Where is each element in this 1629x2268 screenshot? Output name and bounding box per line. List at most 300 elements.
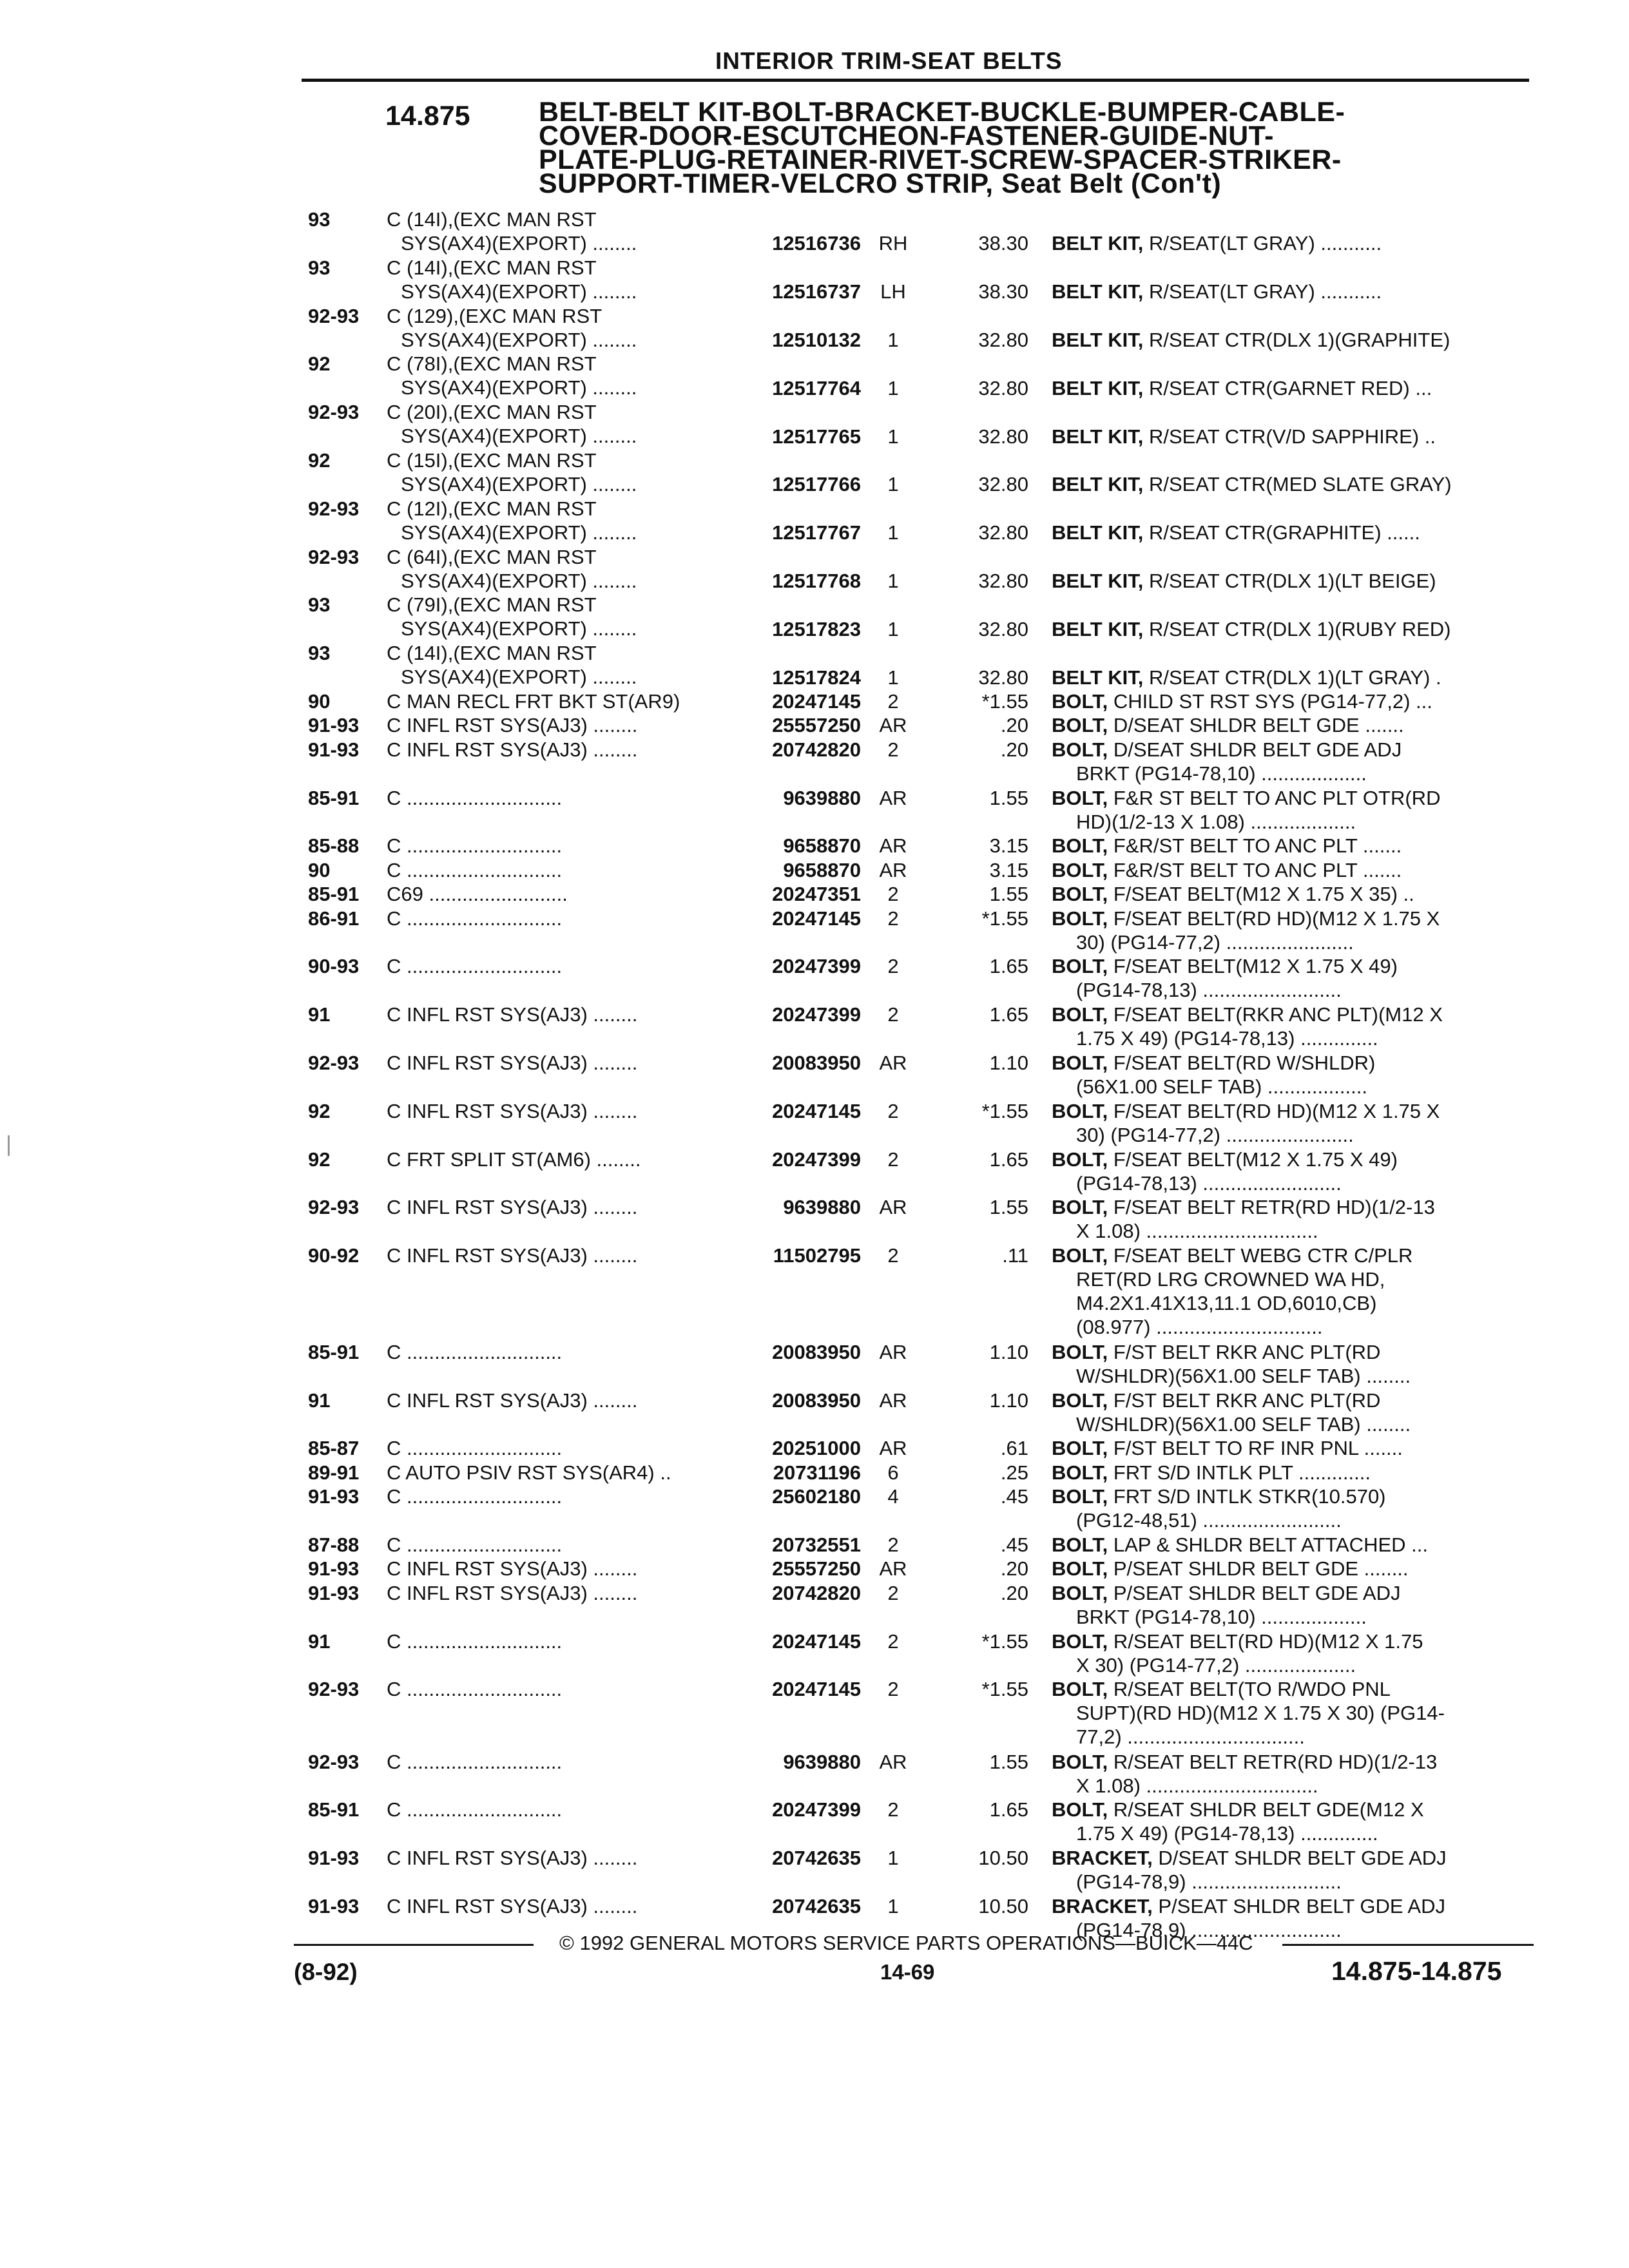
quantity: 1 — [887, 376, 899, 399]
part-number: 20083950 — [772, 1340, 861, 1363]
usage-line: C (129),(EXC MAN RST — [387, 304, 602, 327]
table-row — [0, 1436, 1629, 1460]
section-title-line: BELT-BELT KIT-BOLT-BRACKET-BUCKLE-BUMPER-CABLE- — [539, 97, 1345, 128]
part-name — [1052, 1195, 1528, 1243]
usage-line: C ............................ — [387, 858, 563, 881]
part-category: BOLT, — [1052, 1052, 1108, 1074]
part-name — [1052, 472, 1528, 496]
table-row — [0, 954, 1629, 1003]
usage-description — [387, 641, 728, 689]
part-detail: R/SEAT CTR(DLX 1)(RUBY RED) — [1143, 617, 1451, 640]
part-detail: R/SEAT CTR(GARNET RED) ... — [1143, 376, 1432, 399]
quantity: AR — [879, 1437, 907, 1460]
table-row — [0, 400, 1629, 448]
part-detail: F&R/ST BELT TO ANC PLT ....... — [1108, 834, 1402, 858]
table-row — [0, 882, 1629, 906]
model-year: 93 — [308, 208, 331, 231]
part-number: 12517823 — [772, 617, 861, 640]
price: .61 — [1000, 1437, 1028, 1460]
price: .20 — [1000, 1581, 1028, 1604]
usage-line: SYS(AX4)(EXPORT) ........ — [401, 521, 637, 544]
table-row — [0, 1340, 1629, 1389]
part-number: 25557250 — [772, 714, 861, 737]
price: 3.15 — [989, 858, 1028, 881]
part-name — [1052, 1485, 1528, 1532]
part-number: 20742635 — [772, 1895, 861, 1917]
usage-description — [387, 1244, 728, 1267]
part-detail: R/SEAT CTR(V/D SAPPHIRE) .. — [1143, 425, 1436, 448]
part-number: 12516737 — [772, 280, 861, 303]
part-number: 25602180 — [772, 1485, 861, 1508]
usage-description — [387, 207, 728, 255]
part-name-line — [1052, 617, 1528, 641]
part-number: 20732551 — [772, 1533, 861, 1556]
price: 32.80 — [978, 569, 1028, 592]
part-name — [1052, 1099, 1528, 1147]
part-category: BOLT, — [1052, 786, 1108, 809]
part-name-continuation: 30) (PG14-77,2) ....................... — [1076, 930, 1354, 954]
usage-line: C ............................ — [387, 955, 563, 978]
part-detail: R/SEAT BELT(RD HD)(M12 X 1.75 — [1108, 1629, 1423, 1653]
part-name — [1052, 689, 1528, 713]
quantity: 2 — [887, 907, 899, 930]
footer-copyright: © 1992 GENERAL MOTORS SERVICE PARTS OPERATIONS—BUICK—44C — [559, 1932, 1253, 1954]
model-year: 87-88 — [308, 1533, 360, 1556]
part-name — [1052, 907, 1528, 954]
quantity: 1 — [887, 1895, 899, 1917]
part-name-line — [1052, 1195, 1528, 1219]
part-name — [1052, 376, 1528, 400]
model-year: 93 — [308, 642, 331, 665]
part-number: 20731196 — [773, 1461, 861, 1484]
part-number: 20083950 — [772, 1389, 861, 1412]
table-row — [0, 641, 1629, 689]
part-number: 12517824 — [772, 666, 861, 689]
usage-line: C (14I),(EXC MAN RST — [387, 642, 597, 665]
quantity: AR — [879, 834, 907, 858]
part-name-line — [1052, 280, 1528, 303]
usage-description — [387, 1629, 728, 1653]
part-name-continuation: SUPT)(RD HD)(M12 X 1.75 X 30) (PG14- — [1076, 1702, 1445, 1725]
part-name-continuation: BRKT (PG14-78,10) ................... — [1076, 762, 1367, 785]
usage-line: C ............................ — [387, 834, 563, 858]
part-name-line — [1052, 1894, 1528, 1918]
part-detail: R/SEAT(LT GRAY) ........... — [1143, 232, 1382, 255]
part-name — [1052, 858, 1528, 882]
part-detail: R/SEAT SHLDR BELT GDE(M12 X — [1108, 1798, 1424, 1821]
part-name-line — [1052, 1557, 1528, 1581]
part-name-continuation: 77,2) ................................ — [1076, 1725, 1305, 1749]
part-name — [1052, 1436, 1528, 1460]
quantity: 1 — [887, 425, 899, 448]
part-name-continuation: W/SHLDR)(56X1.00 SELF TAB) ........ — [1076, 1412, 1411, 1436]
table-row — [0, 1846, 1629, 1894]
table-row — [0, 497, 1629, 545]
part-detail: F&R/ST BELT TO ANC PLT ....... — [1108, 858, 1402, 881]
usage-line: C INFL RST SYS(AJ3) ........ — [387, 1847, 638, 1870]
model-year: 92 — [308, 352, 331, 376]
price: 32.80 — [978, 473, 1028, 496]
price: 1.10 — [989, 1389, 1028, 1412]
usage-description — [387, 858, 728, 882]
table-row — [0, 593, 1629, 641]
part-name — [1052, 882, 1528, 906]
part-category: BOLT, — [1052, 1389, 1108, 1412]
price: .45 — [1000, 1485, 1028, 1508]
part-detail: FRT S/D INTLK PLT ............. — [1108, 1461, 1371, 1484]
model-year: 85-91 — [308, 1798, 360, 1821]
usage-line: C ............................ — [387, 786, 563, 809]
model-year: 91-93 — [308, 1581, 360, 1604]
part-number: 12517764 — [772, 376, 861, 399]
model-year: 93 — [308, 593, 331, 617]
model-year: 85-91 — [308, 1340, 360, 1363]
part-number: 25557250 — [772, 1557, 861, 1581]
part-detail: R/SEAT BELT RETR(RD HD)(1/2-13 — [1108, 1750, 1438, 1773]
price: 1.65 — [989, 955, 1028, 978]
model-year: 92-93 — [308, 304, 360, 327]
quantity: 2 — [887, 955, 899, 978]
part-name — [1052, 1461, 1528, 1485]
part-number: 20247351 — [772, 883, 861, 906]
model-year: 92-93 — [308, 1196, 360, 1219]
price: 1.65 — [989, 1798, 1028, 1821]
scan-margin-mark — [8, 1135, 10, 1156]
quantity: 2 — [887, 1798, 899, 1821]
part-name-line — [1052, 1461, 1528, 1485]
usage-line: C (79I),(EXC MAN RST — [387, 593, 597, 617]
quantity: 2 — [887, 1244, 899, 1267]
usage-line: SYS(AX4)(EXPORT) ........ — [401, 425, 637, 448]
usage-line: C INFL RST SYS(AJ3) ........ — [387, 1244, 638, 1267]
usage-line: C ............................ — [387, 907, 563, 930]
price: *1.55 — [981, 690, 1028, 713]
quantity: 1 — [887, 1847, 899, 1870]
section-title — [539, 97, 1544, 199]
part-name — [1052, 666, 1528, 689]
usage-description — [387, 1051, 728, 1075]
price: 1.10 — [989, 1340, 1028, 1363]
usage-line: C INFL RST SYS(AJ3) ........ — [387, 1557, 638, 1581]
part-name — [1052, 738, 1528, 785]
price: 1.55 — [989, 1750, 1028, 1773]
price: .11 — [1002, 1244, 1028, 1267]
quantity: 2 — [887, 1148, 899, 1171]
part-category: BELT KIT, — [1052, 569, 1144, 592]
quantity: 1 — [887, 473, 899, 496]
price: 1.55 — [989, 786, 1028, 809]
part-detail: R/SEAT CTR(DLX 1)(LT BEIGE) — [1143, 569, 1436, 592]
table-row — [0, 689, 1629, 713]
quantity: RH — [878, 232, 908, 255]
table-row — [0, 1148, 1629, 1196]
usage-line: C ............................ — [387, 1798, 563, 1821]
usage-description — [387, 1677, 728, 1701]
part-detail: F/SEAT BELT(RD W/SHLDR) — [1108, 1052, 1376, 1074]
part-name-line — [1052, 1798, 1528, 1821]
part-name-line — [1052, 569, 1528, 593]
model-year: 90-93 — [308, 955, 360, 978]
model-year: 91-93 — [308, 1847, 360, 1870]
price: 32.80 — [978, 328, 1028, 351]
part-detail: F/ST BELT RKR ANC PLT(RD — [1108, 1340, 1381, 1363]
part-name-line — [1052, 713, 1528, 737]
quantity: 1 — [887, 328, 899, 351]
price: .20 — [1000, 1557, 1028, 1581]
part-name-continuation: HD)(1/2-13 X 1.08) ................... — [1076, 810, 1356, 833]
price: 10.50 — [978, 1847, 1028, 1870]
model-year: 92-93 — [308, 1750, 360, 1773]
footer-section-range: 14.875-14.875 — [1331, 1956, 1502, 1986]
part-name-continuation: (PG14-78,9) ........................... — [1076, 1870, 1342, 1894]
part-category: BOLT, — [1052, 1678, 1108, 1701]
usage-line: C MAN RECL FRT BKT ST(AR9) — [387, 690, 680, 713]
usage-line: C (64I),(EXC MAN RST — [387, 545, 597, 568]
part-detail: F&R ST BELT TO ANC PLT OTR(RD — [1108, 786, 1441, 809]
part-category: BOLT, — [1052, 1461, 1108, 1484]
usage-description — [387, 400, 728, 448]
quantity: AR — [879, 858, 907, 881]
price: *1.55 — [981, 1629, 1028, 1653]
part-detail: F/ST BELT TO RF INR PNL ....... — [1108, 1437, 1403, 1460]
price: 38.30 — [978, 280, 1028, 303]
quantity: 2 — [887, 1581, 899, 1604]
usage-line: C INFL RST SYS(AJ3) ........ — [387, 1389, 638, 1412]
model-year: 91-93 — [308, 1557, 360, 1581]
price: 1.55 — [989, 883, 1028, 906]
quantity: AR — [879, 1389, 907, 1412]
model-year: 92 — [308, 1099, 331, 1122]
part-number: 12517765 — [772, 425, 861, 448]
usage-description — [387, 1894, 728, 1918]
part-name — [1052, 617, 1528, 641]
part-name-continuation: BRKT (PG14-78,10) ................... — [1076, 1605, 1367, 1628]
model-year: 91 — [308, 1003, 331, 1026]
part-name-continuation: X 1.08) ............................... — [1076, 1220, 1318, 1243]
usage-line: C INFL RST SYS(AJ3) ........ — [387, 1099, 638, 1122]
table-row — [0, 256, 1629, 304]
footer-rule-right — [1282, 1944, 1534, 1946]
part-name — [1052, 954, 1528, 1002]
table-row — [0, 786, 1629, 834]
part-number: 20247145 — [772, 690, 861, 713]
usage-line: SYS(AX4)(EXPORT) ........ — [401, 473, 637, 495]
page-title: INTERIOR TRIM-SEAT BELTS — [715, 48, 1063, 74]
quantity: 2 — [887, 1003, 899, 1026]
usage-line: SYS(AX4)(EXPORT) ........ — [401, 328, 637, 351]
usage-line: C ............................ — [387, 1629, 563, 1653]
table-row — [0, 713, 1629, 737]
part-detail: F/SEAT BELT(RKR ANC PLT)(M12 X — [1108, 1003, 1443, 1026]
part-detail: R/SEAT CTR(DLX 1)(LT GRAY) . — [1143, 666, 1441, 689]
part-detail: F/SEAT BELT(M12 X 1.75 X 49) — [1108, 955, 1398, 978]
usage-description — [387, 545, 728, 593]
part-detail: R/SEAT CTR(GRAPHITE) ...... — [1143, 521, 1420, 544]
usage-description — [387, 713, 728, 737]
part-number: 20247399 — [772, 1148, 861, 1171]
usage-description — [387, 1099, 728, 1123]
part-detail: F/SEAT BELT(RD HD)(M12 X 1.75 X — [1108, 907, 1440, 930]
part-number: 9658870 — [783, 834, 861, 858]
table-row — [0, 448, 1629, 497]
part-name — [1052, 1051, 1528, 1099]
part-name-line — [1052, 1436, 1528, 1460]
usage-line: C (78I),(EXC MAN RST — [387, 352, 597, 376]
model-year: 91-93 — [308, 1895, 360, 1917]
usage-line: C INFL RST SYS(AJ3) ........ — [387, 1196, 638, 1219]
part-name-line — [1052, 1389, 1528, 1412]
part-name-continuation: X 1.08) ............................... — [1076, 1774, 1318, 1797]
part-name-line — [1052, 1677, 1528, 1701]
price: 3.15 — [989, 834, 1028, 858]
part-name-continuation: W/SHLDR)(56X1.00 SELF TAB) ........ — [1076, 1364, 1411, 1387]
part-name — [1052, 834, 1528, 858]
part-category: BOLT, — [1052, 690, 1108, 713]
part-number: 20247145 — [772, 907, 861, 930]
model-year: 91-93 — [308, 714, 360, 737]
part-category: BOLT, — [1052, 858, 1108, 881]
part-name — [1052, 1557, 1528, 1581]
part-name-line — [1052, 1003, 1528, 1026]
usage-description — [387, 1750, 728, 1774]
model-year: 90 — [308, 858, 331, 881]
usage-description — [387, 786, 728, 810]
price: 32.80 — [978, 425, 1028, 448]
part-category: BOLT, — [1052, 1148, 1108, 1171]
part-detail: R/SEAT CTR(MED SLATE GRAY) — [1143, 473, 1452, 496]
quantity: 2 — [887, 1533, 899, 1556]
part-name — [1052, 1581, 1528, 1629]
table-row — [0, 1798, 1629, 1846]
table-row — [0, 1461, 1629, 1485]
model-year: 90-92 — [308, 1244, 360, 1267]
part-name-continuation: (PG14-78,13) ......................... — [1076, 979, 1342, 1002]
part-detail: LAP & SHLDR BELT ATTACHED ... — [1108, 1533, 1428, 1556]
usage-line: SYS(AX4)(EXPORT) ........ — [401, 280, 637, 303]
part-name — [1052, 1533, 1528, 1557]
usage-description — [387, 1846, 728, 1870]
usage-description — [387, 834, 728, 858]
table-row — [0, 1195, 1629, 1244]
part-name-line — [1052, 231, 1528, 255]
part-name — [1052, 1677, 1528, 1749]
part-category: BOLT, — [1052, 1196, 1108, 1219]
table-row — [0, 1750, 1629, 1798]
price: 10.50 — [978, 1895, 1028, 1917]
model-year: 92-93 — [308, 545, 360, 568]
model-year: 92 — [308, 449, 331, 472]
usage-description — [387, 954, 728, 978]
part-name — [1052, 1750, 1528, 1798]
model-year: 85-91 — [308, 883, 360, 906]
quantity: 2 — [887, 1678, 899, 1701]
usage-description — [387, 352, 728, 399]
quantity: 2 — [887, 1629, 899, 1653]
usage-line: SYS(AX4)(EXPORT) ........ — [401, 376, 637, 399]
usage-description — [387, 1195, 728, 1219]
part-name-line — [1052, 1581, 1528, 1605]
usage-description — [387, 1581, 728, 1605]
usage-line: C (15I),(EXC MAN RST — [387, 449, 597, 472]
part-number: 12516736 — [772, 232, 861, 255]
part-detail: R/SEAT(LT GRAY) ........... — [1143, 280, 1382, 303]
table-row — [0, 352, 1629, 400]
model-year: 91 — [308, 1389, 331, 1412]
part-category: BOLT, — [1052, 1581, 1108, 1604]
part-detail: R/SEAT BELT(TO R/WDO PNL — [1108, 1678, 1391, 1701]
part-number: 20247399 — [772, 1798, 861, 1821]
part-category: BELT KIT, — [1052, 617, 1144, 640]
part-category: BOLT, — [1052, 738, 1108, 761]
section-title-line: PLATE-PLUG-RETAINER-RIVET-SCREW-SPACER-STRIKER- — [539, 144, 1342, 175]
part-name-line — [1052, 521, 1528, 544]
part-number: 12510132 — [772, 328, 861, 351]
part-name-line — [1052, 1533, 1528, 1557]
part-name — [1052, 425, 1528, 448]
quantity: 1 — [887, 521, 899, 544]
footer-page-number: 14-69 — [880, 1960, 935, 1984]
part-category: BELT KIT, — [1052, 425, 1144, 448]
table-row — [0, 834, 1629, 858]
part-name-continuation: 1.75 X 49) (PG14-78,13) .............. — [1076, 1027, 1378, 1050]
part-name — [1052, 280, 1528, 303]
part-name — [1052, 1798, 1528, 1845]
usage-description — [387, 304, 728, 352]
usage-description — [387, 497, 728, 544]
usage-description — [387, 1389, 728, 1412]
part-detail: F/SEAT BELT(M12 X 1.75 X 35) .. — [1108, 883, 1414, 906]
model-year: 92 — [308, 1148, 331, 1171]
part-detail: P/SEAT SHLDR BELT GDE ADJ — [1152, 1895, 1445, 1917]
part-detail: F/SEAT BELT WEBG CTR C/PLR — [1108, 1244, 1413, 1267]
usage-line: SYS(AX4)(EXPORT) ........ — [401, 617, 637, 640]
part-detail: D/SEAT SHLDR BELT GDE ADJ — [1108, 738, 1402, 761]
model-year: 92-93 — [308, 1052, 360, 1074]
part-category: BELT KIT, — [1052, 328, 1144, 351]
part-name-continuation: RET(RD LRG CROWNED WA HD, — [1076, 1268, 1385, 1291]
part-name-line — [1052, 1629, 1528, 1653]
part-category: BOLT, — [1052, 1750, 1108, 1773]
part-number: 9639880 — [783, 786, 861, 809]
part-category: BELT KIT, — [1052, 521, 1144, 544]
part-name — [1052, 713, 1528, 737]
part-category: BOLT, — [1052, 714, 1108, 737]
price: 32.80 — [978, 376, 1028, 399]
quantity: 2 — [887, 1099, 899, 1122]
quantity: 2 — [887, 883, 899, 906]
part-name — [1052, 1340, 1528, 1388]
part-number: 20083950 — [772, 1052, 861, 1074]
part-name-line — [1052, 376, 1528, 400]
part-name — [1052, 1629, 1528, 1677]
part-name-line — [1052, 1148, 1528, 1171]
part-name-line — [1052, 1846, 1528, 1870]
usage-description — [387, 1533, 728, 1557]
price: *1.55 — [981, 907, 1028, 930]
table-row — [0, 1629, 1629, 1678]
section-number: 14.875 — [385, 101, 470, 131]
header-rule — [302, 79, 1529, 82]
usage-description — [387, 1485, 728, 1508]
part-name-line — [1052, 882, 1528, 906]
model-year: 90 — [308, 690, 331, 713]
usage-line: C ............................ — [387, 1750, 563, 1773]
part-name-line — [1052, 738, 1528, 762]
part-category: BOLT, — [1052, 834, 1108, 858]
part-category: BELT KIT, — [1052, 232, 1144, 255]
part-name-continuation: (PG14-78,9) ........................... — [1076, 1919, 1342, 1941]
part-name-line — [1052, 666, 1528, 689]
